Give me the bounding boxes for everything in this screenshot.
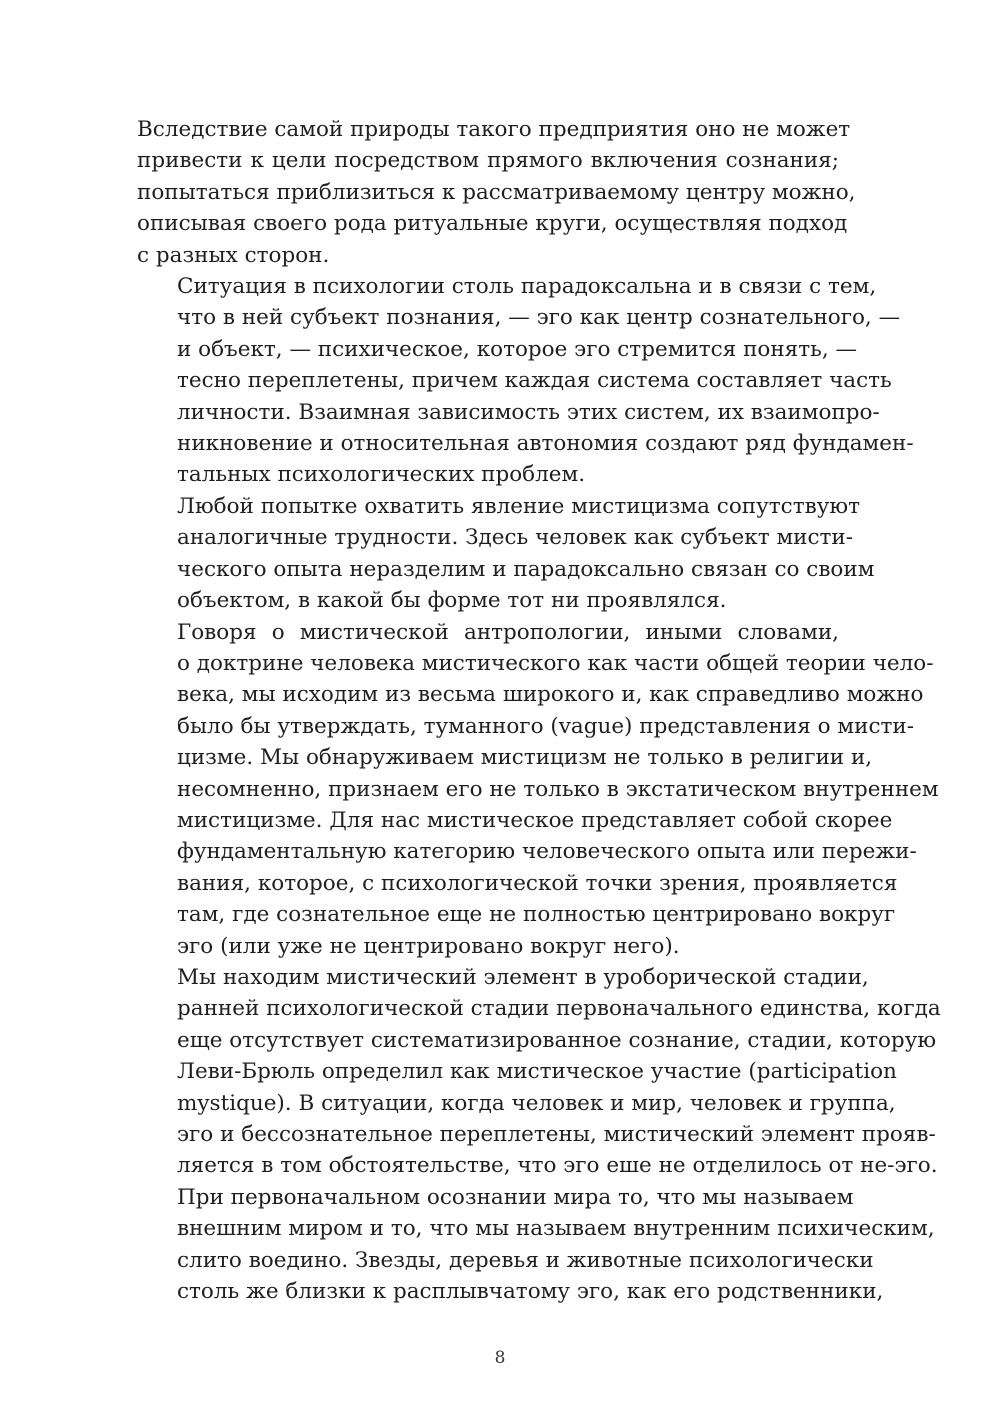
text-line: внешним миром и то, что мы называем внутренним психическим, (177, 1216, 935, 1242)
text-line: Говоря о мистической антропологии, иными словами, (177, 619, 839, 645)
text-line: никновение и относительная автономия создают ряд фундамен- (177, 431, 914, 457)
text-line: о доктрине человека мистического как части общей теории чело- (177, 650, 934, 676)
text-line: тесно переплетены, причем каждая система составляет часть (177, 368, 892, 394)
text-line: попытаться приблизиться к рассматриваемому центру можно, (137, 179, 856, 205)
text-line: там, где сознательное еще не полностью центрировано вокруг (177, 902, 896, 928)
text-line: что в ней субъект познания, — эго как центр сознательного, — (177, 305, 901, 331)
text-line: фундаментальную категорию человеческого опыта или пережи- (177, 839, 917, 865)
text-line: При первоначальном осознании мира то, что мы называем (177, 1184, 854, 1210)
text-line: Леви-Брюль определил как мистическое участие (participation (177, 1059, 897, 1085)
text-line: ранней психологической стадии первоначального единства, когда (177, 996, 941, 1022)
text-line: Вследствие самой природы такого предприятия оно не может (137, 117, 851, 142)
text-line: с разных сторон. (137, 242, 330, 268)
text-line: столь же близки к расплывчатому эго, как его родственники, (177, 1279, 884, 1305)
paragraph (137, 271, 914, 491)
text-line: Ситуация в психологии столь парадоксальна и в связи с тем, (177, 274, 877, 300)
text-line: объектом, в какой бы форме тот ни проявлялся. (177, 588, 727, 614)
text-line: ляется в том обстоятельстве, что эго еше не отделилось от не-эго. (177, 1153, 938, 1179)
text-line: эго (или уже не центрировано вокруг него). (177, 933, 680, 959)
text-line: эго и бессознательное переплетены, мистический элемент прояв- (177, 1122, 936, 1147)
text-line: еще отсутствует систематизированное сознание, стадии, которую (177, 1027, 937, 1053)
text-line: личности. Взаимная зависимость этих систем, их взаимопро- (177, 399, 880, 425)
body-text (137, 114, 941, 1307)
paragraph (137, 491, 875, 617)
page-number: 8 (494, 1348, 506, 1368)
text-line: мистицизме. Для нас мистическое представляет собой скорее (177, 807, 893, 833)
text-line: Любой попытке охватить явление мистицизма сопутствуют (177, 493, 860, 519)
text-line: описывая своего рода ритуальные круги, осуществляя подход (137, 211, 848, 237)
text-line: ческого опыта неразделим и парадоксально связан со своим (177, 556, 875, 582)
paragraph (137, 962, 941, 1182)
text-line: века, мы исходим из весьма широкого и, как справедливо можно (177, 682, 924, 708)
text-line: слито воедино. Звезды, деревья и животные психологически (177, 1247, 874, 1273)
text-line: вания, которое, с психологической точки зрения, проявляется (177, 870, 898, 896)
paragraph (137, 1182, 935, 1308)
text-line: несомненно, признаем его не только в экстатическом внутреннем (177, 776, 939, 802)
text-line: цизме. Мы обнаруживаем мистицизм не только в религии и, (177, 745, 873, 771)
text-line: аналогичные трудности. Здесь человек как субъект мисти- (177, 525, 854, 551)
paragraph (137, 114, 856, 271)
text-line: было бы утверждать, туманного (vague) представления о мисти- (177, 713, 914, 739)
text-line: привести к цели посредством прямого включения сознания; (137, 148, 839, 174)
paragraph (137, 617, 939, 962)
text-line: mystique). В ситуации, когда человек и мир, человек и группа, (177, 1090, 896, 1116)
text-line: и объект, — психическое, которое эго стремится понять, — (177, 336, 858, 362)
text-line: Мы находим мистический элемент в уроборической стадии, (177, 964, 869, 990)
text-line: тальных психологических проблем. (177, 462, 586, 488)
